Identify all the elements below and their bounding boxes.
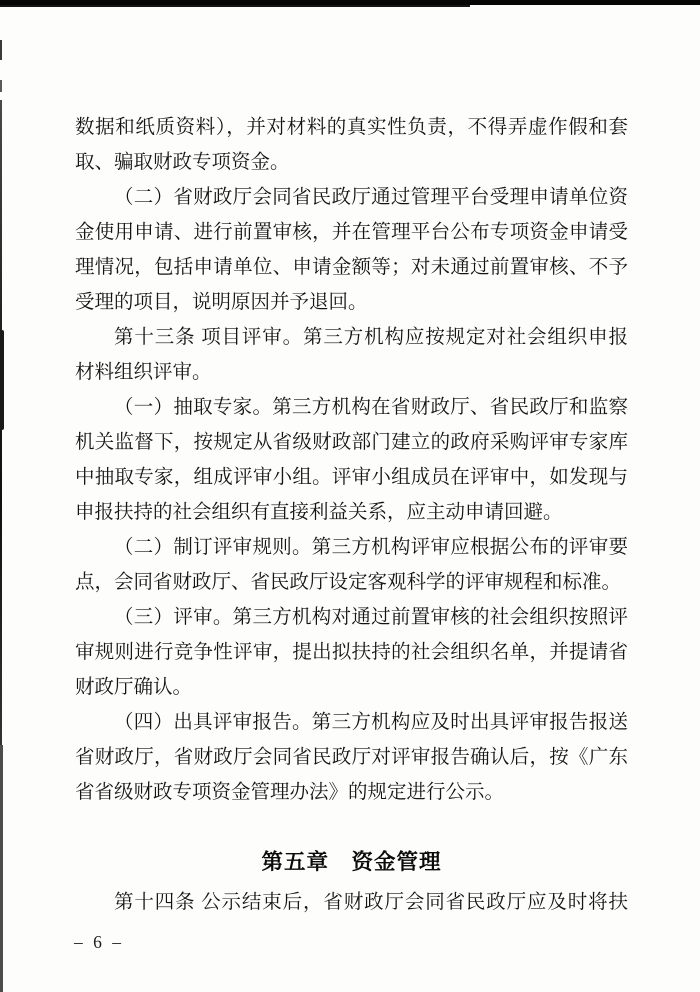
text-line: 申报扶持的社会组织有直接利益关系，应主动申请回避。	[75, 502, 563, 523]
paragraph	[75, 530, 628, 600]
text-line: （二）省财政厅会同省民政厅通过管理平台受理申请单位资	[114, 187, 628, 208]
scan-artifact-top-band	[0, 0, 700, 5]
chapter-heading: 第五章 资金管理	[261, 850, 442, 874]
text-line: （四）出具评审报告。第三方机构应及时出具评审报告报送	[114, 712, 628, 733]
text-line: （三）评审。第三方机构对通过前置审核的社会组织按照评	[114, 607, 628, 628]
text-line: 金使用申请、进行前置审核，并在管理平台公布专项资金申请受	[75, 222, 628, 243]
paragraph	[75, 180, 628, 320]
paragraph	[75, 110, 628, 180]
text-line: 中抽取专家，组成评审小组。评审小组成员在评审中，如发现与	[75, 467, 628, 488]
text-line: 数据和纸质资料），并对材料的真实性负责，不得弄虚作假和套	[75, 117, 628, 138]
text-line: 省省级财政专项资金管理办法》的规定进行公示。	[75, 782, 505, 803]
text-line: 取、骗取财政专项资金。	[75, 152, 290, 173]
text-line: 省财政厅，省财政厅会同省民政厅对评审报告确认后，按《广东	[75, 747, 628, 768]
body-section-after-heading	[75, 885, 628, 920]
text-line: 点，会同省财政厅、省民政厅设定客观科学的评审规程和标准。	[75, 572, 622, 593]
paragraph	[75, 705, 628, 810]
document-body	[75, 110, 628, 920]
text-line: 材料组织评审。	[75, 362, 212, 383]
paragraph	[75, 320, 628, 390]
paragraph	[75, 885, 628, 920]
text-line: 第十四条 公示结束后，省财政厅会同省民政厅应及时将扶	[114, 892, 628, 913]
paragraph	[75, 600, 628, 705]
scan-artifact-left-edge	[0, 330, 4, 430]
text-line: 理情况，包括申请单位、申请金额等；对未通过前置审核、不予	[75, 257, 628, 278]
paragraph	[75, 390, 628, 530]
body-section-before-heading	[75, 110, 628, 810]
text-line: 机关监督下，按规定从省级财政部门建立的政府采购评审专家库	[75, 432, 628, 453]
text-line: 财政厅确认。	[75, 677, 193, 698]
text-line: （一）抽取专家。第三方机构在省财政厅、省民政厅和监察	[114, 397, 628, 418]
text-line: （二）制订评审规则。第三方机构评审应根据公布的评审要	[114, 537, 628, 558]
page-number: – 6 –	[74, 932, 124, 952]
scan-artifact-left-edge	[0, 80, 2, 92]
text-line: 受理的项目，说明原因并予退回。	[75, 292, 368, 313]
text-line: 第十三条 项目评审。第三方机构应按规定对社会组织申报	[114, 327, 628, 348]
scan-artifact-left-edge	[0, 745, 3, 992]
scan-artifact-left-edge	[0, 40, 2, 60]
text-line: 审规则进行竞争性评审，提出拟扶持的社会组织名单，并提请省	[75, 642, 628, 663]
